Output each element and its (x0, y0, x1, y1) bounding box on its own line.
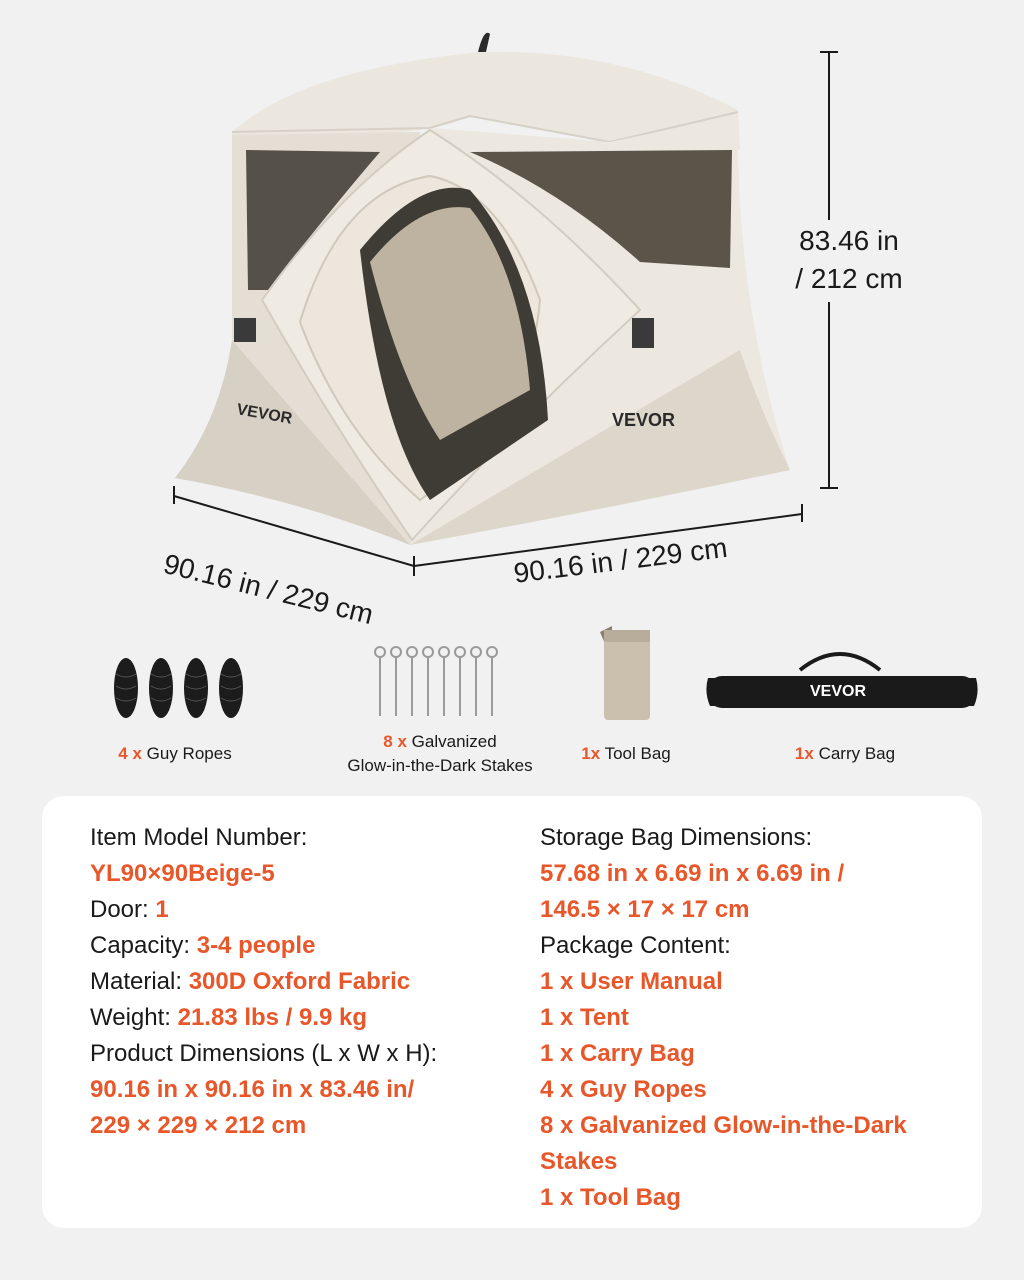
package-item: 4 x Guy Ropes (540, 1076, 707, 1103)
width-dimension-left: 90.16 in / 229 cm (160, 548, 377, 631)
package-item: 1 x Carry Bag (540, 1040, 695, 1067)
carry-bag-brand: VEVOR (810, 683, 867, 700)
material-value: 300D Oxford Fabric (188, 968, 411, 995)
tent-brand-side: VEVOR (235, 401, 294, 428)
accessory-qty: 1x (581, 744, 601, 763)
dims-label: Product Dimensions (L x W x H): (90, 1040, 438, 1067)
accessory-name-line2: Glow-in-the-Dark Stakes (347, 756, 533, 775)
dims-value-1: 90.16 in x 90.16 in x 83.46 in/ (90, 1076, 415, 1103)
package-label: Package Content: (540, 932, 731, 959)
dims-value-2: 229 × 229 × 212 cm (90, 1112, 307, 1139)
accessory-qty: 1x (794, 744, 814, 763)
rope-coil-icon (108, 650, 248, 722)
accessory-guy-ropes-label (90, 742, 260, 766)
storage-value-2: 146.5 × 17 × 17 cm (540, 896, 750, 923)
weight-value: 21.83 lbs / 9.9 kg (177, 1004, 368, 1031)
accessory-name: Tool Bag (604, 744, 671, 763)
storage-label: Storage Bag Dimensions: (540, 824, 813, 851)
door-label: Door: (90, 896, 149, 923)
model-label: Item Model Number: (90, 824, 308, 851)
accessory-qty: 8 x (383, 732, 407, 751)
model-value: YL90×90Beige-5 (90, 860, 275, 887)
package-item: Stakes (540, 1148, 618, 1175)
tent-brand-front: VEVOR (612, 410, 676, 430)
tent-illustration (0, 0, 1024, 620)
accessory-name: Guy Ropes (146, 744, 232, 763)
spec-column-right (540, 820, 960, 1216)
material-label: Material: (90, 968, 183, 995)
tool-bag-icon (592, 624, 656, 724)
capacity-value: 3-4 people (196, 932, 316, 959)
package-item: 8 x Galvanized Glow-in-the-Dark (540, 1112, 907, 1139)
height-dimension-label (774, 222, 924, 298)
accessory-tool-bag-label (556, 742, 696, 766)
weight-label: Weight: (90, 1004, 171, 1031)
storage-value-1: 57.68 in x 6.69 in x 6.69 in / (540, 860, 845, 887)
spec-column-left (90, 820, 520, 1144)
package-item: 1 x Tent (540, 1004, 629, 1031)
door-value: 1 (155, 896, 169, 923)
accessory-qty: 4 x (118, 744, 142, 763)
width-dimension-right: 90.16 in / 229 cm (512, 531, 729, 589)
capacity-label: Capacity: (90, 932, 191, 959)
carry-bag-icon (700, 640, 984, 716)
spec-card (42, 796, 982, 1228)
package-item: 1 x User Manual (540, 968, 723, 995)
height-line2: / 212 cm (795, 263, 903, 294)
accessory-name: Carry Bag (818, 744, 896, 763)
accessory-name: Galvanized (411, 732, 497, 751)
package-item: 1 x Tool Bag (540, 1184, 681, 1211)
accessory-carry-bag-label (770, 742, 920, 766)
accessory-stakes-label (320, 730, 560, 778)
stake-icon (372, 644, 502, 720)
height-line1: 83.46 in (799, 225, 899, 256)
